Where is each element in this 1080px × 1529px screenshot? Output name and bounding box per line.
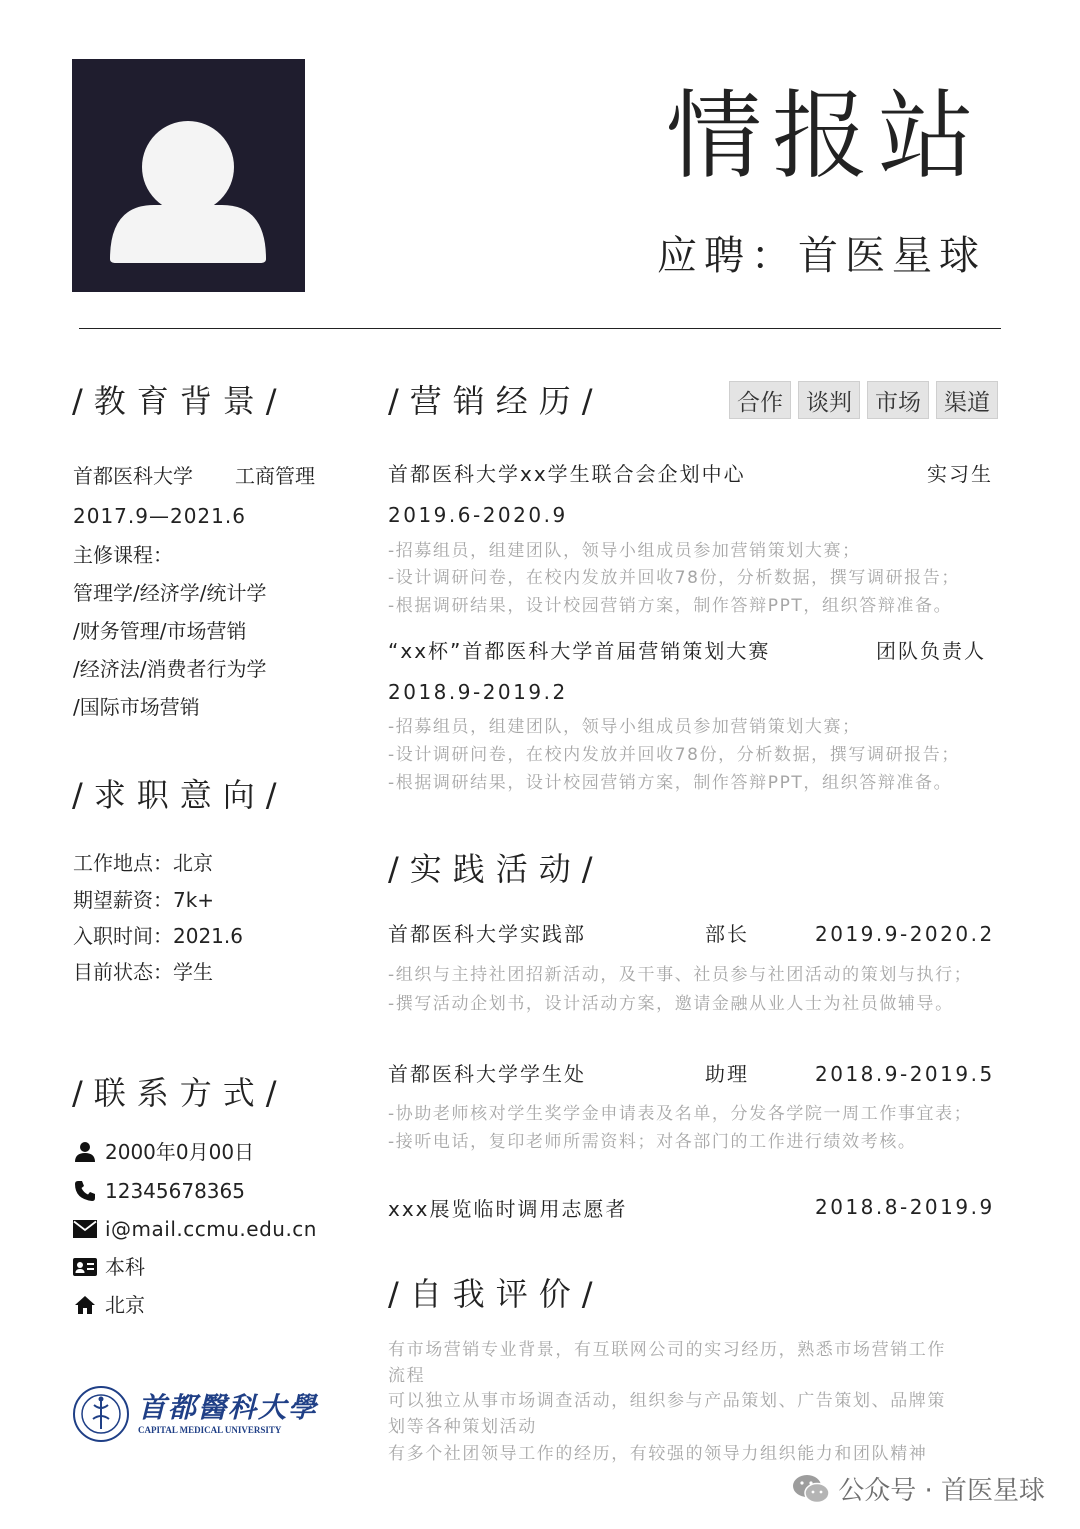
- contact-title: /联系方式/: [72, 1074, 288, 1112]
- self-eval-line: 流程: [388, 1366, 426, 1386]
- practice-bullet: -协助老师核对学生奖学金申请表及名单，分发各学院一周工作事宜表；: [388, 1104, 973, 1124]
- practice-period: 2018.9-2019.5: [815, 1062, 995, 1086]
- marketing-title: /营销经历/: [388, 382, 604, 420]
- contact-text: 12345678365: [105, 1179, 245, 1203]
- experience-period: 2018.9-2019.2: [388, 680, 568, 704]
- skill-tag: 渠道: [936, 381, 998, 419]
- contact-text: 北京: [105, 1293, 145, 1317]
- practice-period: 2018.8-2019.9: [815, 1195, 995, 1219]
- experience-bullet: -设计调研问卷，在校内发放并回收78份，分析数据，撰写调研报告；: [388, 568, 960, 588]
- candidate-name: 情报站: [666, 80, 984, 192]
- experience-bullet: -招募组员，组建团队，领导小组成员参加营销策划大赛；: [388, 541, 861, 561]
- intent-item: 期望薪资：7k+: [73, 888, 215, 912]
- mail-icon: [72, 1218, 98, 1240]
- wechat-watermark: [792, 1470, 1045, 1507]
- experience-role: 实习生: [927, 462, 993, 486]
- education-period: 2017.9—2021.6: [73, 504, 246, 528]
- watermark-text: 公众号 · 首医星球: [838, 1476, 1045, 1506]
- contact-email: [72, 1218, 317, 1240]
- education-major: 工商管理: [235, 464, 315, 488]
- applying-position: 应聘：首医星球: [657, 233, 986, 279]
- skill-tag: 市场: [867, 381, 929, 419]
- experience-period: 2019.6-2020.9: [388, 503, 568, 527]
- courses-line: 管理学/经济学/统计学: [73, 581, 267, 605]
- intent-item: 工作地点：北京: [73, 851, 213, 875]
- experience-bullet: -设计调研问卷，在校内发放并回收78份，分析数据，撰写调研报告；: [388, 745, 960, 765]
- contact-text: 本科: [105, 1255, 145, 1279]
- practice-title: /实践活动/: [388, 850, 604, 888]
- contact-location: [72, 1294, 145, 1316]
- self-eval-line: 划等各种策划活动: [388, 1417, 537, 1437]
- home-icon: [72, 1294, 98, 1316]
- experience-bullet: -根据调研结果，设计校园营销方案，制作答辩PPT，组织答辩准备。: [388, 596, 953, 616]
- practice-period: 2019.9-2020.2: [815, 922, 995, 946]
- contact-text: i@mail.ccmu.edu.cn: [105, 1217, 317, 1241]
- self-eval-title: /自我评价/: [388, 1275, 604, 1313]
- courses-line: /财务管理/市场营销: [73, 619, 247, 643]
- practice-bullet: -接听电话，复印老师所需资料；对各部门的工作进行绩效考核。: [388, 1132, 917, 1152]
- experience-role: 团队负责人: [876, 639, 986, 663]
- education-school: 首都医科大学: [73, 464, 193, 488]
- person-avatar-icon: [72, 59, 305, 292]
- courses-line: /经济法/消费者行为学: [73, 657, 267, 681]
- self-eval-line: 有多个社团领导工作的经历，有较强的领导力组织能力和团队精神: [388, 1444, 928, 1464]
- contact-degree: [72, 1256, 145, 1278]
- id-card-icon: [72, 1256, 98, 1278]
- logo-english-name: CAPITAL MEDICAL UNIVERSITY: [138, 1424, 282, 1435]
- intent-item: 入职时间：2021.6: [73, 924, 243, 948]
- experience-org: 首都医科大学xx学生联合会企划中心: [388, 462, 746, 486]
- experience-bullet: -招募组员，组建团队，领导小组成员参加营销策划大赛；: [388, 717, 861, 737]
- practice-bullet: -组织与主持社团招新活动，及干事、社员参与社团活动的策划与执行；: [388, 965, 973, 985]
- self-eval-line: 有市场营销专业背景，有互联网公司的实习经历，熟悉市场营销工作: [388, 1340, 946, 1360]
- person-icon: [72, 1141, 98, 1163]
- skill-tag: 谈判: [798, 381, 860, 419]
- header-divider: [79, 328, 1001, 329]
- intent-title: /求职意向/: [72, 776, 288, 814]
- profile-photo: [72, 59, 305, 292]
- phone-icon: [72, 1180, 98, 1202]
- university-logo: [72, 1385, 318, 1443]
- experience-org: “xx杯”首都医科大学首届营销策划大赛: [388, 639, 771, 663]
- practice-org: 首都医科大学实践部: [388, 922, 586, 946]
- wechat-icon: [792, 1473, 830, 1505]
- practice-role: 部长: [705, 922, 749, 946]
- courses-line: /国际市场营销: [73, 695, 200, 719]
- logo-chinese-name: 首都醫科大學: [138, 1390, 319, 1424]
- intent-item: 目前状态：学生: [73, 960, 213, 984]
- skill-tag: 合作: [729, 381, 791, 419]
- education-title: /教育背景/: [72, 382, 288, 420]
- practice-role: 助理: [705, 1062, 749, 1086]
- contact-birthday: [72, 1141, 254, 1163]
- experience-bullet: -根据调研结果，设计校园营销方案，制作答辩PPT，组织答辩准备。: [388, 773, 953, 793]
- practice-org: xxx展览临时调用志愿者: [388, 1197, 628, 1221]
- contact-phone: [72, 1180, 245, 1202]
- contact-text: 2000年0月00日: [105, 1140, 255, 1164]
- practice-org: 首都医科大学学生处: [388, 1062, 586, 1086]
- practice-bullet: -撰写活动企划书，设计活动方案，邀请金融从业人士为社员做辅导。: [388, 994, 954, 1014]
- university-seal-icon: [72, 1385, 130, 1443]
- self-eval-line: 可以独立从事市场调查活动，组织参与产品策划、广告策划、品牌策: [388, 1391, 946, 1411]
- courses-label: 主修课程：: [73, 543, 173, 567]
